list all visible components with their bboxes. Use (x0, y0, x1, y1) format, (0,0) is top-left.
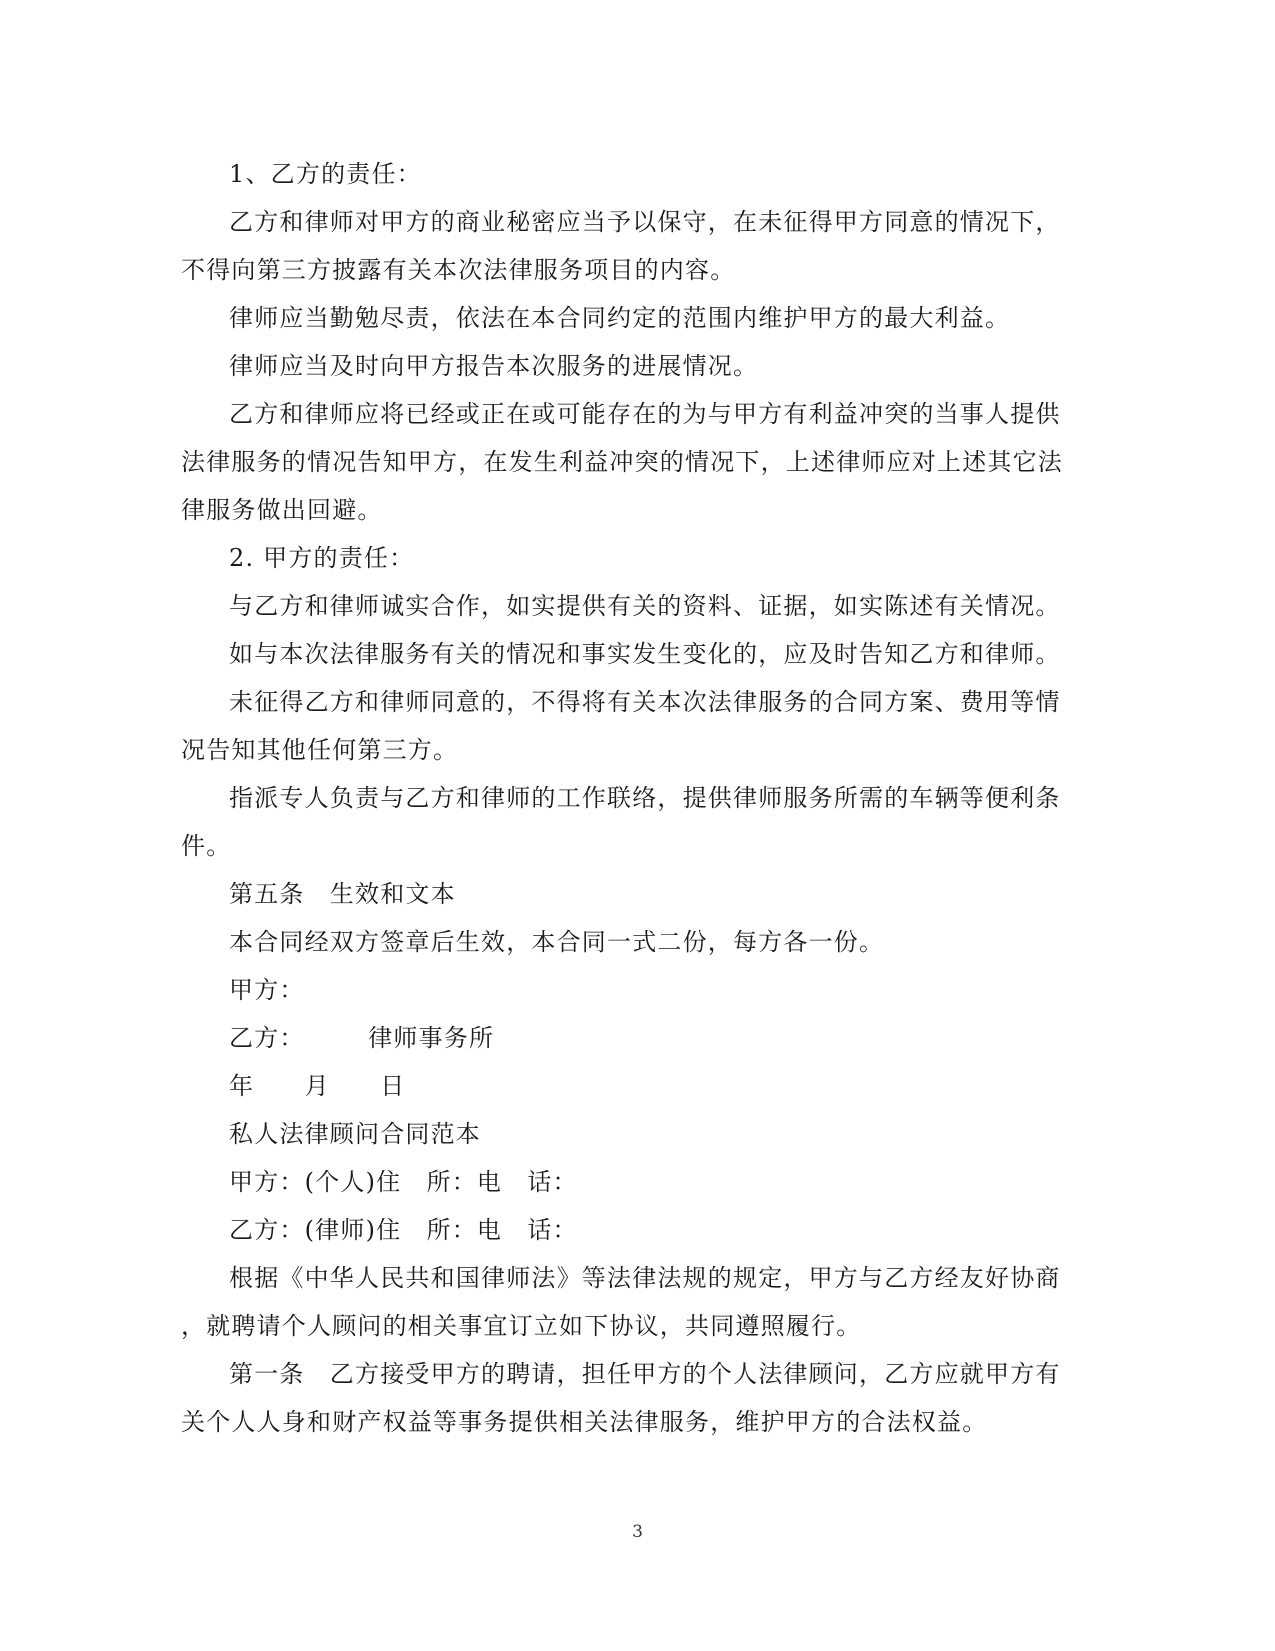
text-line (181, 438, 1061, 486)
section-heading (181, 870, 1061, 918)
text-line (181, 822, 1061, 870)
text-line (181, 1350, 1061, 1398)
line-text: 第五条 生效和文本 (229, 880, 456, 908)
line-text: 乙方： 律师事务所 (229, 1024, 495, 1052)
page-number: 3 (632, 1522, 643, 1542)
text-line (181, 486, 1061, 534)
party-a-info (181, 1158, 1061, 1206)
line-text: 1、乙方的责任： (229, 160, 422, 188)
text-line (181, 918, 1061, 966)
line-text: 2. 甲方的责任： (229, 544, 415, 572)
text-line (181, 198, 1061, 246)
line-text: 法律服务的情况告知甲方，在发生利益冲突的情况下，上述律师应对上述其它法 (181, 448, 1063, 476)
text-line (181, 726, 1061, 774)
line-text: 第一条 乙方接受甲方的聘请，担任甲方的个人法律顾问，乙方应就甲方有 (229, 1360, 1061, 1388)
text-line (181, 294, 1061, 342)
signature-date (181, 1062, 1061, 1110)
text-line (181, 390, 1061, 438)
line-text: 关个人人身和财产权益等事务提供相关法律服务，维护甲方的合法权益。 (181, 1408, 988, 1436)
line-text: 未征得乙方和律师同意的，不得将有关本次法律服务的合同方案、费用等情 (229, 688, 1061, 716)
line-text: 律师应当勤勉尽责，依法在本合同约定的范围内维护甲方的最大利益。 (229, 304, 1011, 332)
party-b-info (181, 1206, 1061, 1254)
line-text: 乙方和律师对甲方的商业秘密应当予以保守，在未征得甲方同意的情况下， (229, 208, 1061, 236)
line-text: 指派专人负责与乙方和律师的工作联络，提供律师服务所需的车辆等便利条 (229, 784, 1061, 812)
line-text: 律师应当及时向甲方报告本次服务的进展情况。 (229, 352, 759, 380)
document-title (181, 1110, 1061, 1158)
text-line (181, 150, 1061, 198)
line-text: ，就聘请个人顾问的相关事宜订立如下协议，共同遵照履行。 (181, 1312, 862, 1340)
text-line (181, 1302, 1061, 1350)
line-text: 不得向第三方披露有关本次法律服务项目的内容。 (181, 256, 736, 284)
line-text: 甲方：(个人)住 所：电 话： (229, 1168, 578, 1196)
signature-party-b (181, 1014, 1061, 1062)
text-line (181, 246, 1061, 294)
text-line (181, 678, 1061, 726)
line-text: 件。 (181, 832, 232, 860)
document-body (181, 150, 1061, 1446)
text-line (181, 1398, 1061, 1446)
line-text: 况告知其他任何第三方。 (181, 736, 459, 764)
line-text: 甲方： (229, 976, 305, 1004)
text-line (181, 1254, 1061, 1302)
signature-party-a (181, 966, 1061, 1014)
line-text: 本合同经双方签章后生效，本合同一式二份，每方各一份。 (229, 928, 885, 956)
text-line (181, 774, 1061, 822)
line-text: 年 月 日 (229, 1072, 406, 1100)
text-line (181, 582, 1061, 630)
line-text: 私人法律顾问合同范本 (229, 1120, 481, 1148)
text-line (181, 630, 1061, 678)
line-text: 乙方和律师应将已经或正在或可能存在的为与甲方有利益冲突的当事人提供 (229, 400, 1061, 428)
text-line (181, 342, 1061, 390)
line-text: 如与本次法律服务有关的情况和事实发生变化的，应及时告知乙方和律师。 (229, 640, 1061, 668)
line-text: 与乙方和律师诚实合作，如实提供有关的资料、证据，如实陈述有关情况。 (229, 592, 1061, 620)
line-text: 根据《中华人民共和国律师法》等法律法规的规定，甲方与乙方经友好协商 (229, 1264, 1061, 1292)
text-line (181, 534, 1061, 582)
line-text: 律服务做出回避。 (181, 496, 383, 524)
line-text: 乙方：(律师)住 所：电 话： (229, 1216, 578, 1244)
